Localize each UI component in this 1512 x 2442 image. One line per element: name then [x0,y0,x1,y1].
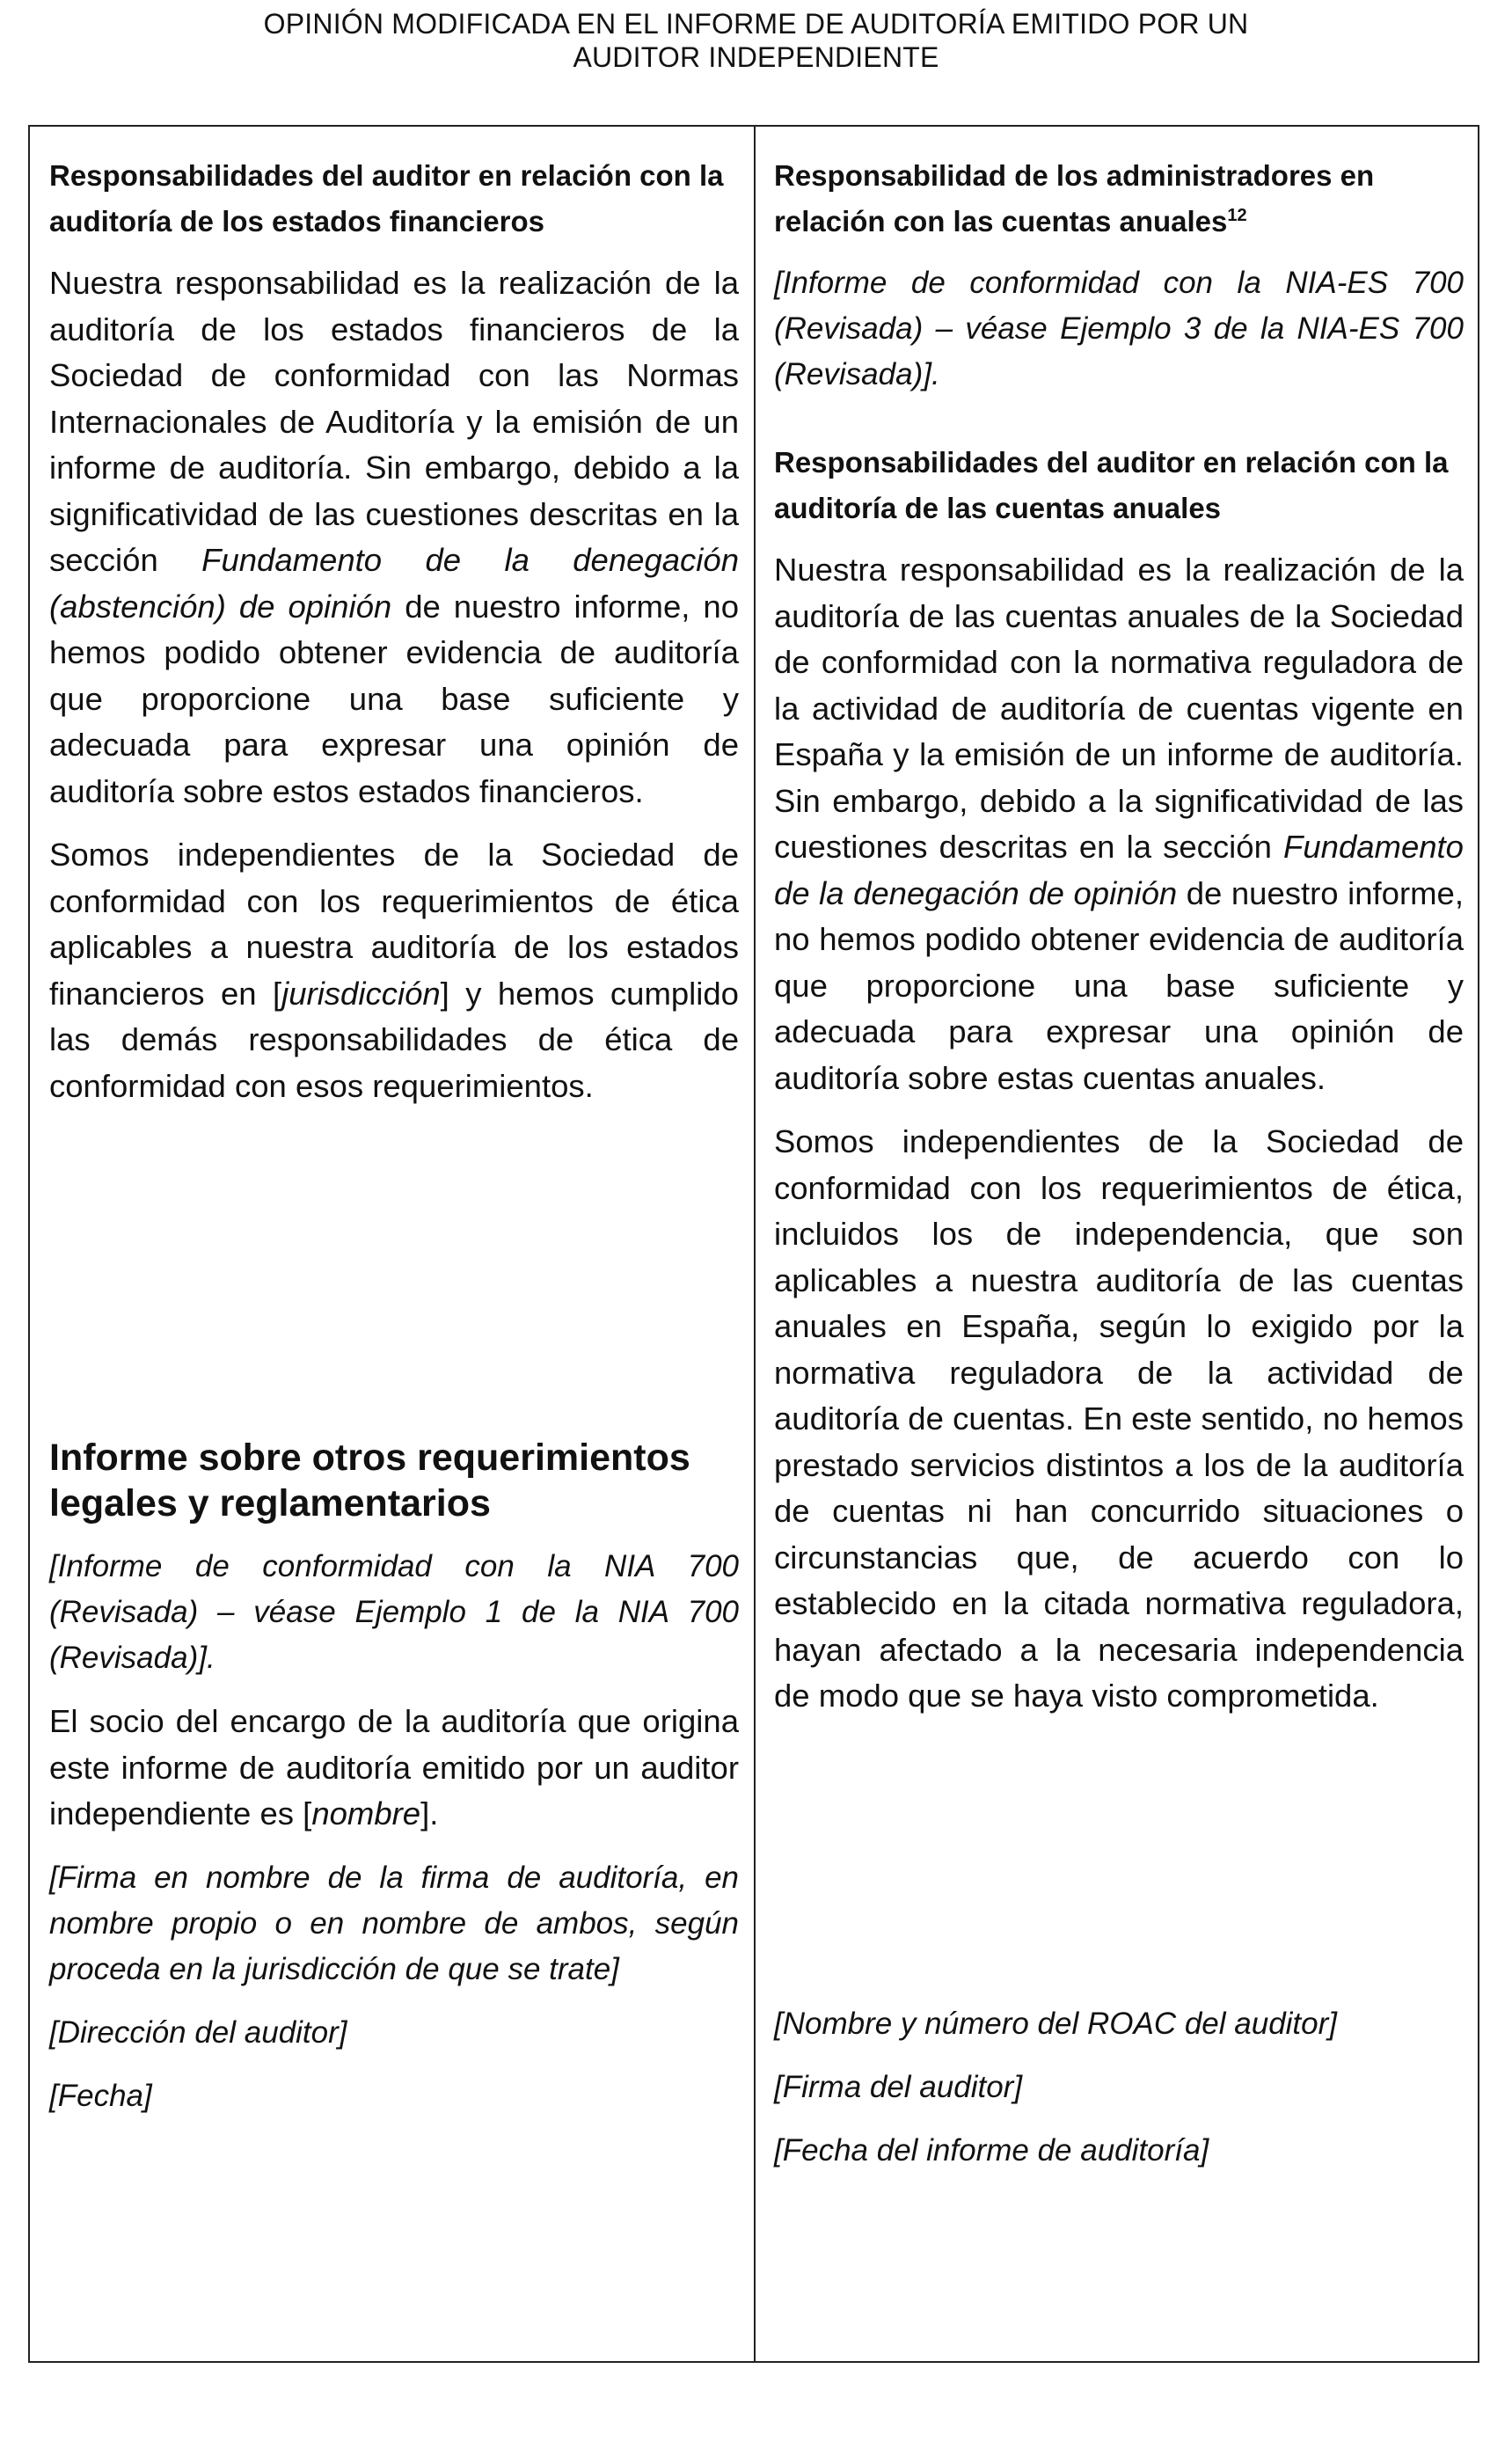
left-paragraph-2: Somos independientes de la Sociedad de conformidad con los requerimientos de ética aplicables a nuestra auditoría de los estados financieros en [jurisdicción] y hemos cumplido las demás responsabilidades de ética de conformidad con esos requerimientos. [49,837,739,1104]
section-title: Informe sobre otros requerimientos legales y reglamentarios [49,1437,690,1524]
right-reference: [Informe de conformidad con la NIA-ES 700 (Revisada) – véase Ejemplo 3 de la NIA-ES 700 (Revisada)]. [774,266,1464,391]
left-heading: Responsabilidades del auditor en relación con la auditoría de los estados financieros [49,159,724,238]
roac-placeholder: [Nombre y número del ROAC del auditor] [774,2006,1337,2041]
right-paragraph-2: Somos independientes de la Sociedad de conformidad con los requerimientos de ética, incluidos los de independencia, que son aplicables a nuestra auditoría de las cuentas anuales en España, según lo exigido por la normativa reguladora de la actividad de auditoría de cuentas. En este sentido, no hemos prestado servicios distintos a los de la auditoría de cuentas ni han concurrido situaciones o circunstancias que, de acuerdo con lo establecido en la citada normativa reguladora, hayan afectado a la necesaria independencia de modo que se haya visto comprometida. [774,1123,1464,1714]
partner-paragraph: El socio del encargo de la auditoría que origina este informe de auditoría emitido por un auditor independiente es [nombre]. [49,1703,739,1832]
report-date-placeholder: [Fecha del informe de auditoría] [774,2132,1209,2168]
date-placeholder: [Fecha] [49,2078,152,2113]
left-paragraph-1: Nuestra responsabilidad es la realización de la auditoría de los estados financieros de la Sociedad de conformidad con las Normas Internacionales de Auditoría y la emisión de un informe de auditoría. Sin embargo, debido a la significatividad de las cuestiones descritas en la sección Fundamento de la denegación (abstención) de opinión de nuestro informe, no hemos podido obtener evidencia de auditoría que proporcione una base suficiente y adecuada para expresar una opinión de auditoría sobre estos estados financieros. [49,265,740,809]
spacer [49,1127,739,1435]
comparison-table [28,125,1479,2363]
header-line-2: AUDITOR INDEPENDIENTE [573,41,939,73]
right-paragraph-1: Nuestra responsabilidad es la realización de la auditoría de las cuentas anuales de la Sociedad de conformidad con la normativa reguladora de la actividad de auditoría de cuentas vigente en España y la emisión de un informe de auditoría. Sin embargo, debido a la significatividad de las cuestiones descritas en la sección Fundamento de la denegación de opinión de nuestro informe, no hemos podido obtener evidencia de auditoría que proporcione una base suficiente y adecuada para expresar una opinión de auditoría sobre estas cuentas anuales. [774,552,1464,1096]
spacer [774,1737,1464,2001]
spacer [774,415,1464,440]
auditor-signature-placeholder: [Firma del auditor] [774,2069,1023,2104]
signature-placeholder: [Firma en nombre de la firma de auditoría, en nombre propio o en nombre de ambos, según proceda en la jurisdicción de que se trate] [49,1860,739,1986]
column-divider [754,127,756,2361]
left-reference: [Informe de conformidad con la NIA 700 (Revisada) – véase Ejemplo 1 de la NIA 700 (Revisada)]. [49,1549,739,1675]
right-heading-2: Responsabilidades del auditor en relación con la auditoría de las cuentas anuales [774,446,1449,524]
address-placeholder: [Dirección del auditor] [49,2014,347,2050]
right-column [774,153,1464,2191]
page-header [0,7,1512,74]
left-column [49,153,739,2137]
footnote-ref: 12 [1227,206,1247,225]
header-line-1: OPINIÓN MODIFICADA EN EL INFORME DE AUDITORÍA EMITIDO POR UN [263,8,1249,40]
right-heading-1: Responsabilidad de los administradores en relación con las cuentas anuales$^{12}$ [774,159,1375,238]
